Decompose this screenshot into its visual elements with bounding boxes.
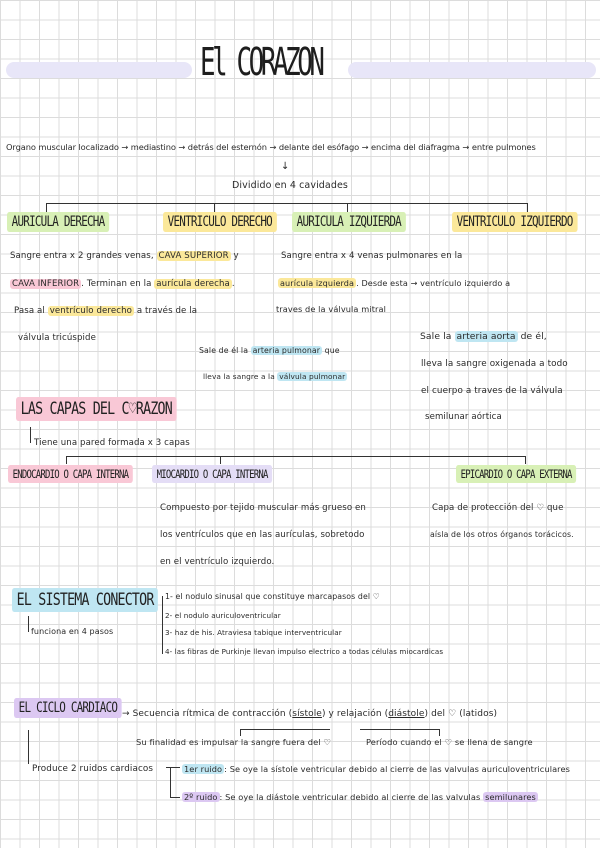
tree-horizontal (46, 203, 528, 204)
aur-der-line-3: Pasa al ventrículo derecho a través de la (14, 306, 198, 316)
cycle-bracket-right-h (360, 729, 440, 730)
cycle-bracket-right-v (439, 729, 440, 736)
epicardio-line-1: Capa de protección del ♡ que (432, 503, 564, 513)
conduction-branch (28, 616, 29, 632)
layers-drop-1 (66, 456, 67, 464)
cycle-purpose: Su finalidad es impulsar la sangre fuera del ♡ (136, 737, 332, 747)
sounds-branch (28, 730, 29, 764)
cycle-sounds: Produce 2 ruidos cardiacos (32, 764, 154, 774)
vent-izq-line-1: Sale la arteria aorta de él, (420, 331, 547, 342)
aur-der-line-1: Sangre entra x 2 grandes venas, CAVA SUPERIOR y (10, 251, 239, 261)
layers-intro: Tiene una pared formada x 3 capas (34, 438, 190, 448)
title-banner-right (348, 62, 596, 78)
cavity-ventriculo-derecho: VENTRICULO DERECHO (163, 212, 277, 232)
cycle-bracket-left-v (240, 729, 241, 736)
miocardio-line-2: los ventrículos que en las aurículas, sobretodo (160, 530, 365, 540)
layers-drop-3 (525, 456, 526, 464)
vent-izq-line-2: lleva la sangre oxigenada a todo (421, 359, 568, 369)
miocardio-line-1: Compuesto por tejido muscular más grueso en (160, 503, 366, 513)
conduction-heading: EL SISTEMA CONECTOR (12, 588, 158, 612)
first-sound: 1er ruido : Se oye la sístole ventricular debido al cierre de las valvulas auriculoventriculares (184, 764, 570, 774)
cavity-ventriculo-izquierdo: VENTRICULO IZQUIERDO (452, 212, 577, 232)
aur-der-line-2: CAVA INFERIOR . Terminan en la aurícula derecha . (12, 279, 235, 289)
sounds-bracket-bottom (170, 797, 180, 798)
second-sound: 2º ruido : Se oye la diástole ventricular debido al cierre de las valvulas semilunares (184, 792, 536, 802)
layers-heading: LAS CAPAS DEL C♡RAZON (16, 397, 177, 421)
conduction-bracket (162, 596, 163, 654)
layers-drop-2 (220, 456, 221, 464)
heart-definition: Organo muscular localizado → mediastino → detrás del esternón → delante del esófago → encima del diafragma → entre pulmones (6, 142, 536, 152)
cavity-auricula-izquierda: AURICULA IZQUIERDA (292, 212, 406, 232)
layer-endocardio: ENDOCARDIO O CAPA INTERNA (8, 465, 133, 483)
vent-der-line-2: lleva la sangre a la válvula pulmonar (203, 372, 346, 381)
aur-izq-line-2: aurícula izquierda . Desde esta → ventrículo izquierdo a (280, 278, 511, 288)
aur-izq-line-3: traves de la válvula mitral (276, 304, 386, 314)
cycle-period: Período cuando el ♡ se llena de sangre (366, 737, 533, 747)
layer-epicardio: EPICARDIO O CAPA EXTERNA (456, 465, 576, 483)
conduction-step-3: 3- haz de his. Atraviesa tabique interventricular (165, 628, 342, 637)
down-arrow: ↓ (281, 161, 290, 172)
cycle-heading: EL CICLO CARDIACO (14, 698, 122, 718)
conduction-function: funciona en 4 pasos (31, 627, 114, 636)
layers-branch-vertical (30, 427, 31, 443)
layers-tree-horizontal (66, 456, 526, 457)
conduction-step-1: 1- el nodulo sinusal que constituye marcapasos del ♡ (165, 592, 380, 601)
cavity-auricula-derecha: AURICULA DERECHA (7, 212, 109, 232)
aur-izq-line-1: Sangre entra x 4 venas pulmonares en la (281, 251, 463, 261)
vent-izq-line-4: semilunar aórtica (425, 412, 502, 422)
cycle-definition: → Secuencia rítmica de contracción (sístole) y relajación (diástole) del ♡ (latidos) (122, 709, 498, 719)
vent-izq-line-3: el cuerpo a traves de la válvula (421, 386, 563, 396)
vent-der-line-1: Sale de él la arteria pulmonar que (199, 346, 340, 355)
conduction-step-2: 2- el nodulo auriculoventricular (165, 611, 281, 620)
conduction-step-4: 4- las fibras de Purkinje llevan impulso electrico a todas células miocardicas (165, 647, 444, 656)
sounds-bracket-top (166, 767, 180, 768)
divided-text: Dividido en 4 cavidades (232, 180, 348, 191)
title-banner-left (6, 62, 192, 78)
layer-miocardio: MIOCARDIO O CAPA INTERNA (152, 465, 272, 483)
aur-der-line-4: válvula tricúspide (18, 333, 96, 343)
sounds-bracket (170, 767, 171, 797)
miocardio-line-3: en el ventrículo izquierdo. (160, 557, 275, 567)
cycle-bracket-left-h (240, 729, 330, 730)
epicardio-line-2: aísla de los otros órganos torácicos. (430, 530, 574, 539)
page-title: El CORAZON (200, 40, 322, 84)
